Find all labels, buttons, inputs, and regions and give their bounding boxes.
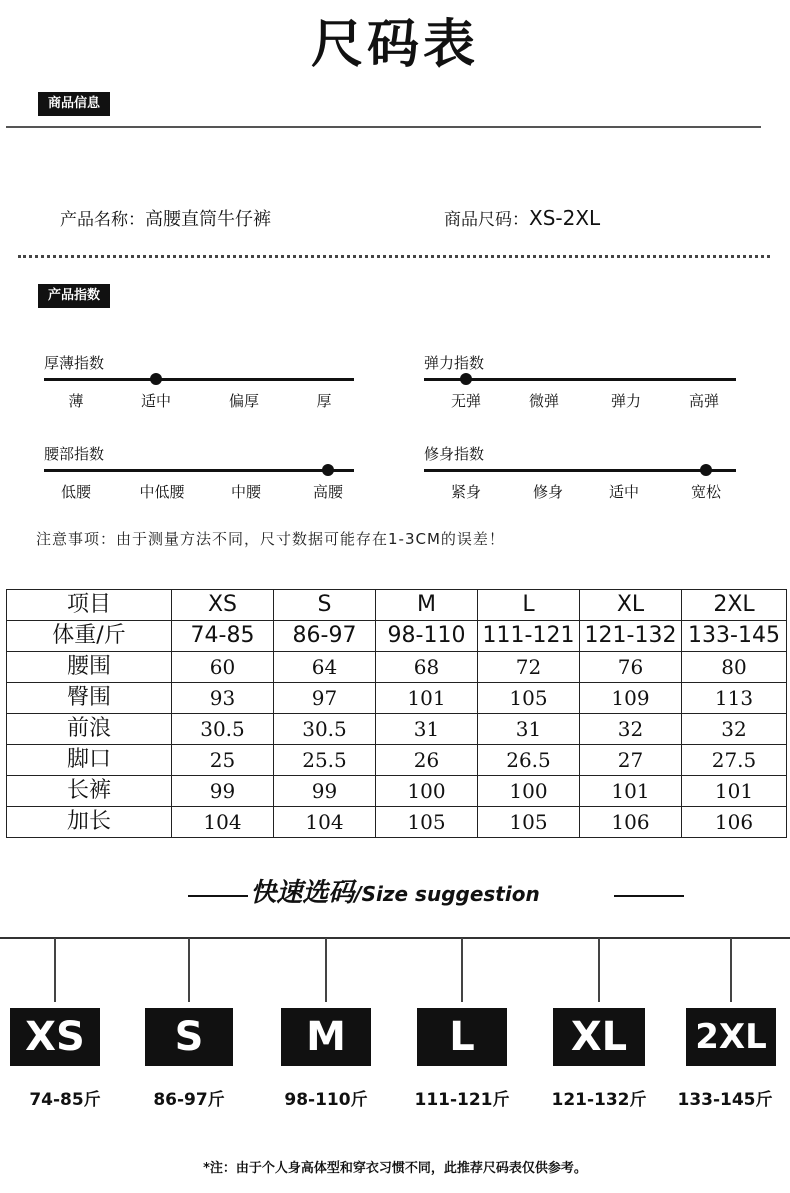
- table-row: [7, 807, 787, 838]
- index-title: 弹力指数: [424, 354, 485, 372]
- table-row: [7, 652, 787, 683]
- table-cell: M: [376, 590, 478, 621]
- quick-select-title: [0, 872, 790, 909]
- table-cell: 31: [478, 714, 580, 745]
- row-label: 腰围: [7, 652, 172, 683]
- size-table: [6, 589, 787, 838]
- table-cell: 104: [274, 807, 376, 838]
- size-range-row: [444, 205, 600, 230]
- weight-label: 86-97斤: [153, 1090, 225, 1110]
- index-option: 低腰: [60, 483, 91, 501]
- index-option: 修身: [532, 483, 563, 501]
- index-scale-line: [44, 378, 354, 381]
- page-title: 尺码表: [310, 15, 479, 75]
- table-cell: 74-85: [172, 621, 274, 652]
- quick-select-title-cn: 快速选码: [250, 878, 355, 908]
- table-cell: 93: [172, 683, 274, 714]
- table-cell: 99: [172, 776, 274, 807]
- index-option: 薄: [68, 392, 84, 410]
- product-name-label: 产品名称：: [60, 210, 145, 230]
- table-cell: 76: [580, 652, 682, 683]
- index-option: 高弹: [688, 392, 719, 410]
- size-badge: S: [145, 1008, 233, 1066]
- table-cell: 106: [580, 807, 682, 838]
- row-label: 加长: [7, 807, 172, 838]
- hanger-pole: [325, 938, 327, 1002]
- index-marker: [150, 373, 162, 385]
- table-cell: 101: [682, 776, 787, 807]
- table-cell: 98-110: [376, 621, 478, 652]
- table-cell: XS: [172, 590, 274, 621]
- table-cell: 80: [682, 652, 787, 683]
- table-cell: 2XL: [682, 590, 787, 621]
- table-row: [7, 745, 787, 776]
- table-cell: 26.5: [478, 745, 580, 776]
- product-name: 高腰直筒牛仔裤: [145, 209, 271, 230]
- row-label: 体重/斤: [7, 621, 172, 652]
- table-cell: 105: [478, 683, 580, 714]
- index-option: 宽松: [690, 483, 721, 501]
- table-weight-row: [7, 621, 787, 652]
- index-option: 紧身: [450, 483, 481, 501]
- index-option: 厚: [316, 392, 332, 410]
- index-option: 弹力: [610, 392, 641, 410]
- table-cell: 133-145: [682, 621, 787, 652]
- index-option: 偏厚: [228, 392, 259, 410]
- row-label: 臀围: [7, 683, 172, 714]
- index-option: 高腰: [312, 483, 343, 501]
- section-tag-product-index: 产品指数: [38, 284, 110, 308]
- table-cell: 27: [580, 745, 682, 776]
- table-cell: 72: [478, 652, 580, 683]
- size-badge: M: [281, 1008, 371, 1066]
- index-title: 厚薄指数: [44, 354, 105, 372]
- size-range-label: 商品尺码：: [444, 210, 529, 230]
- table-cell: L: [478, 590, 580, 621]
- table-cell: 68: [376, 652, 478, 683]
- table-cell: 121-132: [580, 621, 682, 652]
- hanger-pole: [730, 938, 732, 1002]
- table-cell: 113: [682, 683, 787, 714]
- hanger-pole: [54, 938, 56, 1002]
- index-marker: [322, 464, 334, 476]
- index-title: 腰部指数: [44, 445, 105, 463]
- hanger-pole: [188, 938, 190, 1002]
- row-label: 前浪: [7, 714, 172, 745]
- dashed-divider: [18, 255, 770, 258]
- table-cell: 30.5: [172, 714, 274, 745]
- quick-select-title-en: /Size suggestion: [354, 882, 540, 906]
- section-tag-product-info: 商品信息: [38, 92, 110, 116]
- table-cell: 101: [376, 683, 478, 714]
- table-cell: 105: [478, 807, 580, 838]
- table-cell: 106: [682, 807, 787, 838]
- table-cell: XL: [580, 590, 682, 621]
- table-cell: 25: [172, 745, 274, 776]
- table-cell: 100: [478, 776, 580, 807]
- table-cell: S: [274, 590, 376, 621]
- weight-label: 98-110斤: [284, 1090, 368, 1110]
- size-badge: XL: [553, 1008, 645, 1066]
- table-cell: 26: [376, 745, 478, 776]
- index-option: 无弹: [450, 392, 481, 410]
- index-option: 中低腰: [139, 483, 185, 501]
- table-cell: 111-121: [478, 621, 580, 652]
- note-text: 注意事项：由于测量方法不同，尺寸数据可能存在1-3CM的误差！: [36, 530, 505, 548]
- table-cell: 97: [274, 683, 376, 714]
- weight-label: 111-121斤: [414, 1090, 510, 1110]
- table-cell: 32: [580, 714, 682, 745]
- index-scale-line: [424, 469, 736, 472]
- table-row: [7, 714, 787, 745]
- index-scale-line: [44, 469, 354, 472]
- table-cell: 30.5: [274, 714, 376, 745]
- weight-label: 74-85斤: [29, 1090, 101, 1110]
- index-option: 适中: [140, 392, 171, 410]
- row-label: 项目: [7, 590, 172, 621]
- index-title: 修身指数: [424, 445, 485, 463]
- weight-label: 133-145斤: [677, 1090, 773, 1110]
- table-cell: 104: [172, 807, 274, 838]
- index-option: 中腰: [230, 483, 261, 501]
- table-cell: 101: [580, 776, 682, 807]
- hanger-pole: [598, 938, 600, 1002]
- table-cell: 31: [376, 714, 478, 745]
- size-range: XS-2XL: [529, 206, 601, 230]
- table-cell: 99: [274, 776, 376, 807]
- index-option: 适中: [608, 483, 639, 501]
- size-badge: L: [417, 1008, 507, 1066]
- index-marker: [460, 373, 472, 385]
- table-header-row: [7, 590, 787, 621]
- product-name-row: [60, 205, 271, 231]
- index-option: 微弹: [528, 392, 559, 410]
- table-cell: 64: [274, 652, 376, 683]
- table-row: [7, 683, 787, 714]
- table-row: [7, 776, 787, 807]
- hanger-rail: [0, 937, 790, 939]
- row-label: 长裤: [7, 776, 172, 807]
- table-cell: 86-97: [274, 621, 376, 652]
- table-cell: 32: [682, 714, 787, 745]
- table-cell: 100: [376, 776, 478, 807]
- hanger-pole: [461, 938, 463, 1002]
- table-cell: 25.5: [274, 745, 376, 776]
- divider: [6, 126, 761, 128]
- table-cell: 105: [376, 807, 478, 838]
- row-label: 脚口: [7, 745, 172, 776]
- footnote: *注：由于个人身高体型和穿衣习惯不同，此推荐尺码表仅供参考。: [203, 1161, 587, 1176]
- weight-label: 121-132斤: [551, 1090, 647, 1110]
- table-cell: 109: [580, 683, 682, 714]
- size-badge: XS: [10, 1008, 100, 1066]
- size-badge: 2XL: [686, 1008, 776, 1066]
- table-cell: 27.5: [682, 745, 787, 776]
- index-marker: [700, 464, 712, 476]
- table-cell: 60: [172, 652, 274, 683]
